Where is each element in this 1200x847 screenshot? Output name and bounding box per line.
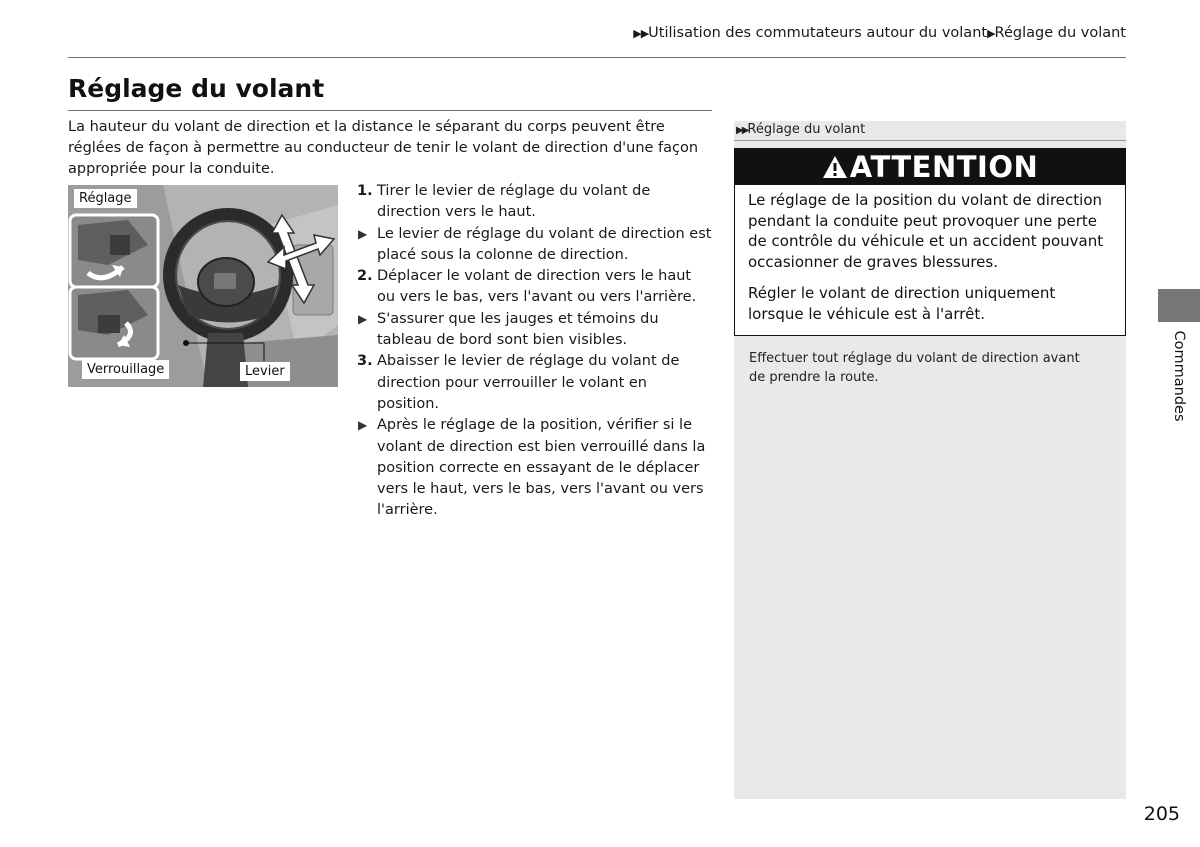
steering-wheel-illustration [68,185,338,387]
title-divider [68,110,712,111]
warning-header [735,149,1125,185]
header-divider [68,57,1126,58]
step-text: Abaisser le levier de réglage du volant de direction pour verrouiller le volant en position. [377,353,680,412]
breadcrumb-part-1[interactable]: Utilisation des commutateurs autour du volant [648,25,988,41]
procedure-steps [357,181,713,522]
step-text: Tirer le levier de réglage du volant de direction vers le haut. [377,183,651,221]
step-3-note [357,415,713,521]
warning-body [735,185,1125,324]
page-title: Réglage du volant [68,74,325,103]
breadcrumb-arrow-icon: ▶ [987,27,995,40]
note-arrow-icon: ▶ [358,311,368,326]
page-number: 205 [1143,803,1180,825]
step-1 [357,181,713,224]
figure-label-lock: Verrouillage [82,360,169,379]
note-text: Le levier de réglage du volant de direction est placé sous la colonne de direction. [377,225,712,263]
note-text: S'assurer que les jauges et témoins du tableau de bord sont bien visibles. [377,310,659,349]
breadcrumb-double-arrow-icon: ▶▶ [633,27,649,40]
warning-triangle-icon [822,155,848,179]
warning-text-1: Le réglage de la position du volant de direction pendant la conduite peut provoquer une perte de contrôle du véhicule et un accident pouvant occasionner de graves blessures. [748,191,1104,271]
sidebar-reference [734,121,1126,141]
breadcrumb-part-2[interactable]: Réglage du volant [994,25,1126,41]
inset-lock [70,287,158,359]
sidebar-reference-title[interactable]: Réglage du volant [747,122,866,137]
intro-paragraph: La hauteur du volant de direction et la distance le séparant du corps peuvent être réglées de façon à permettre au conducteur de tenir le volant de direction d'une façon appropriée pour la conduite. [68,119,699,177]
sidebar-note: Effectuer tout réglage du volant de direction avant de prendre la route. [749,351,1080,385]
figure-label-adjust: Réglage [74,189,137,208]
warning-title: ATTENTION [849,150,1039,184]
reference-marker-icon: ▶▶ [736,125,748,136]
note-arrow-icon: ▶ [358,418,368,433]
section-tab-marker [1158,289,1200,322]
section-tab-label[interactable] [1158,331,1200,431]
figure-label-lever: Levier [240,362,290,381]
step-number: 3. [357,353,373,370]
step-2 [357,266,713,309]
step-1-note [357,224,713,267]
steering-wheel-drawing [68,185,338,387]
step-number: 1. [357,183,373,199]
breadcrumb [633,25,1126,41]
section-tab-text: Commandes [1171,330,1187,422]
note-text: Après le réglage de la position, vérifier si le volant de direction est bien verrouillé dans la position correcte en essayant de le déplacer vers le haut, vers le bas, vers l'avant ou vers l'arrière. [377,417,706,519]
warning-text-2: Régler le volant de direction uniquement lorsque le véhicule est à l'arrêt. [748,284,1056,323]
note-arrow-icon: ▶ [358,226,368,241]
step-3 [357,351,713,415]
step-number: 2. [357,268,373,285]
warning-box [734,148,1126,336]
step-2-note [357,309,713,352]
step-text: Déplacer le volant de direction vers le haut ou vers le bas, vers l'avant ou vers l'arrière. [377,268,697,306]
inset-adjust [70,215,158,287]
